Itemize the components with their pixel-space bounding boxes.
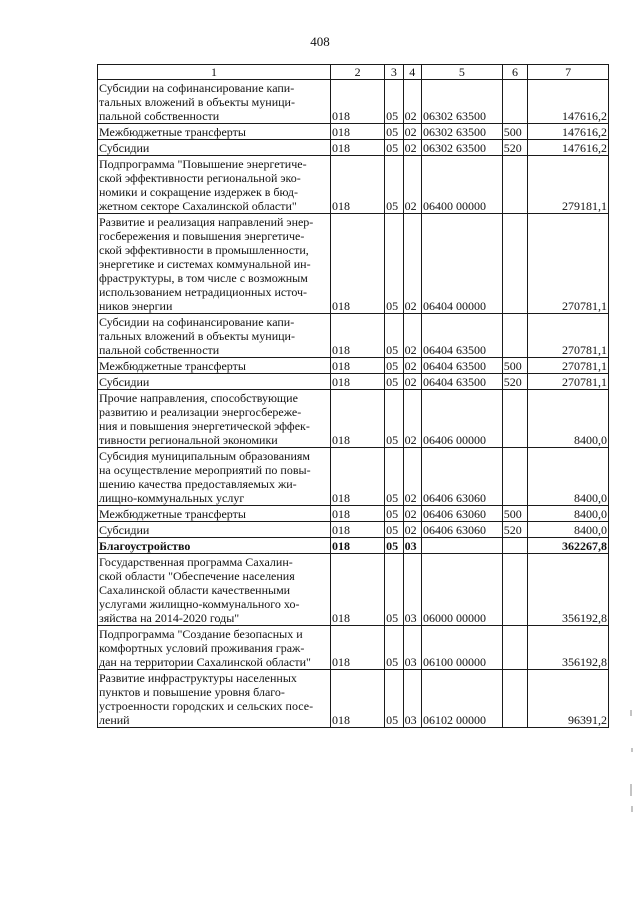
cell-amount: 147616,2 [528,140,609,156]
row-name [98,156,331,214]
cell-ministry: 018 [331,538,385,554]
cell-amount: 356192,8 [528,626,609,670]
cell-amount: 279181,1 [528,156,609,214]
row-name-line: ников энергии [99,299,173,313]
cell-ministry: 018 [331,626,385,670]
cell-amount: 8400,0 [528,506,609,522]
cell-section: 05 [385,358,403,374]
cell-expense-type: 520 [502,140,528,156]
table-row [98,140,609,156]
row-name-line: лений [99,713,130,727]
table-row [98,80,609,124]
row-name-line: Субсидии [99,141,150,155]
row-name [98,390,331,448]
cell-ministry: 018 [331,358,385,374]
cell-target: 06302 63500 [421,80,502,124]
cell-expense-type [502,538,528,554]
row-name-line: номики и сокращение издержек в бюд- [99,185,298,199]
cell-subsection: 02 [403,506,421,522]
cell-amount: 96391,2 [528,670,609,728]
cell-expense-type [502,214,528,314]
cell-ministry: 018 [331,390,385,448]
cell-amount: 8400,0 [528,522,609,538]
cell-expense-type: 500 [502,124,528,140]
column-header: 1 [98,65,331,80]
row-name [98,522,331,538]
cell-expense-type [502,156,528,214]
cell-section: 05 [385,124,403,140]
row-name-line: жетном секторе Сахалинской области" [99,199,297,213]
cell-expense-type [502,626,528,670]
cell-amount: 356192,8 [528,554,609,626]
cell-expense-type [502,554,528,626]
cell-subsection: 03 [403,670,421,728]
row-name [98,214,331,314]
row-name [98,314,331,358]
cell-section: 05 [385,670,403,728]
cell-expense-type: 520 [502,522,528,538]
row-name-line: ния и повышения энергетической эффек- [99,419,310,433]
row-name-line: Развитие инфраструктуры населенных [99,671,297,685]
cell-section: 05 [385,314,403,358]
row-name [98,506,331,522]
row-name-line: развитию и реализации энергосбереже- [99,405,302,419]
row-name-line: дан на территории Сахалинской области" [99,655,311,669]
row-name-line: зяйства на 2014-2020 годы" [99,611,240,625]
cell-target: 06404 00000 [421,214,502,314]
page-number: 408 [310,34,330,49]
row-name-line: Государственная программа Сахалин- [99,555,293,569]
cell-ministry: 018 [331,554,385,626]
header-row [98,65,609,80]
row-name-line: ской эффективности в промышленности, [99,243,309,257]
table-row [98,214,609,314]
cell-target: 06406 63060 [421,506,502,522]
cell-target: 06406 63060 [421,522,502,538]
row-name-line: использованием нетрадиционных источ- [99,285,308,299]
row-name-line: Подпрограмма "Создание безопасных и [99,627,303,641]
cell-subsection: 02 [403,358,421,374]
cell-subsection: 02 [403,80,421,124]
row-name-line: Благоустройство [99,539,191,553]
cell-subsection: 02 [403,448,421,506]
cell-amount: 362267,8 [528,538,609,554]
row-name-line: энергетике и системах коммунальной ин- [99,257,311,271]
column-header: 5 [421,65,502,80]
row-name-line: Субсидии [99,523,150,537]
table-row [98,390,609,448]
cell-ministry: 018 [331,374,385,390]
cell-subsection: 03 [403,626,421,670]
row-name-line: ской эффективности региональной эко- [99,171,301,185]
table-row [98,448,609,506]
cell-section: 05 [385,140,403,156]
cell-target: 06100 00000 [421,626,502,670]
cell-target: 06302 63500 [421,140,502,156]
row-name-line: Прочие направления, способствующие [99,391,298,405]
row-name [98,538,331,554]
table-row [98,506,609,522]
row-name-line: Субсидия муниципальным образованиям [99,449,311,463]
table-row [98,374,609,390]
cell-section: 05 [385,80,403,124]
cell-section: 05 [385,554,403,626]
cell-expense-type [502,390,528,448]
cell-ministry: 018 [331,156,385,214]
cell-expense-type: 500 [502,358,528,374]
cell-target: 06102 00000 [421,670,502,728]
table-row [98,358,609,374]
cell-target: 06302 63500 [421,124,502,140]
cell-ministry: 018 [331,214,385,314]
cell-amount: 270781,1 [528,358,609,374]
cell-section: 05 [385,374,403,390]
cell-section: 05 [385,506,403,522]
cell-target: 06404 63500 [421,314,502,358]
cell-expense-type: 520 [502,374,528,390]
cell-subsection: 03 [403,554,421,626]
row-name-line: Субсидии на софинансирование капи- [99,315,295,329]
cell-ministry: 018 [331,522,385,538]
cell-target: 06000 00000 [421,554,502,626]
table-row [98,156,609,214]
cell-amount: 270781,1 [528,314,609,358]
cell-expense-type [502,448,528,506]
cell-section: 05 [385,448,403,506]
cell-target: 06406 00000 [421,390,502,448]
table-row [98,124,609,140]
row-name-line: Межбюджетные трансферты [99,359,246,373]
column-header: 6 [502,65,528,80]
cell-subsection: 02 [403,124,421,140]
cell-subsection: 02 [403,140,421,156]
table-row [98,626,609,670]
cell-amount: 8400,0 [528,390,609,448]
row-name-line: устроенности городских и сельских посе- [99,699,314,713]
row-name-line: ской области "Обеспечение населения [99,569,295,583]
row-name-line: лищно-коммунальных услуг [99,491,245,505]
cell-target: 06400 00000 [421,156,502,214]
cell-ministry: 018 [331,80,385,124]
cell-expense-type: 500 [502,506,528,522]
column-header: 7 [528,65,609,80]
row-name-line: Подпрограмма "Повышение энергетиче- [99,157,307,171]
row-name-line: тивности региональной экономики [99,433,278,447]
cell-amount: 270781,1 [528,374,609,390]
cell-subsection: 02 [403,374,421,390]
row-name-line: Межбюджетные трансферты [99,125,246,139]
row-name [98,626,331,670]
cell-ministry: 018 [331,314,385,358]
column-header: 2 [331,65,385,80]
cell-expense-type [502,80,528,124]
row-name [98,448,331,506]
cell-ministry: 018 [331,140,385,156]
column-header: 4 [403,65,421,80]
row-name [98,80,331,124]
row-name-line: Субсидии на софинансирование капи- [99,81,295,95]
cell-section: 05 [385,390,403,448]
row-name-line: комфортных условий проживания граж- [99,641,305,655]
row-name-line: шению качества предоставляемых жи- [99,477,297,491]
cell-amount: 147616,2 [528,124,609,140]
cell-target: 06404 63500 [421,374,502,390]
table-row [98,538,609,554]
table-row [98,314,609,358]
row-name [98,670,331,728]
cell-subsection: 02 [403,156,421,214]
cell-ministry: 018 [331,670,385,728]
cell-amount: 8400,0 [528,448,609,506]
row-name-line: Межбюджетные трансферты [99,507,246,521]
cell-target [421,538,502,554]
cell-target: 06406 63060 [421,448,502,506]
cell-section: 05 [385,522,403,538]
cell-target: 06404 63500 [421,358,502,374]
row-name-line: фраструктуры, в том числе с возможным [99,271,308,285]
row-name-line: Субсидии [99,375,150,389]
row-name-line: госбережения и повышения энергетиче- [99,229,305,243]
row-name-line: пальной собственности [99,109,220,123]
table-row [98,522,609,538]
row-name [98,374,331,390]
table-row [98,670,609,728]
row-name-line: Сахалинской области качественными [99,583,291,597]
cell-amount: 147616,2 [528,80,609,124]
cell-section: 05 [385,214,403,314]
cell-subsection: 02 [403,390,421,448]
row-name [98,554,331,626]
cell-expense-type [502,670,528,728]
row-name-line: пальной собственности [99,343,220,357]
cell-subsection: 02 [403,314,421,358]
cell-expense-type [502,314,528,358]
row-name [98,358,331,374]
table-row [98,554,609,626]
row-name-line: услугами жилищно-коммунального хо- [99,597,300,611]
cell-section: 05 [385,626,403,670]
cell-subsection: 03 [403,538,421,554]
cell-ministry: 018 [331,124,385,140]
column-header: 3 [385,65,403,80]
cell-subsection: 02 [403,214,421,314]
row-name-line: пунктов и повышение уровня благо- [99,685,285,699]
cell-subsection: 02 [403,522,421,538]
cell-amount: 270781,1 [528,214,609,314]
row-name [98,140,331,156]
row-name-line: тальных вложений в объекты муници- [99,95,295,109]
row-name-line: тальных вложений в объекты муници- [99,329,295,343]
cell-section: 05 [385,538,403,554]
budget-table [97,64,609,728]
cell-ministry: 018 [331,448,385,506]
row-name-line: на осуществление мероприятий по повы- [99,463,311,477]
cell-ministry: 018 [331,506,385,522]
row-name [98,124,331,140]
margin-scan-marks [628,700,636,820]
cell-section: 05 [385,156,403,214]
row-name-line: Развитие и реализация направлений энер- [99,215,314,229]
